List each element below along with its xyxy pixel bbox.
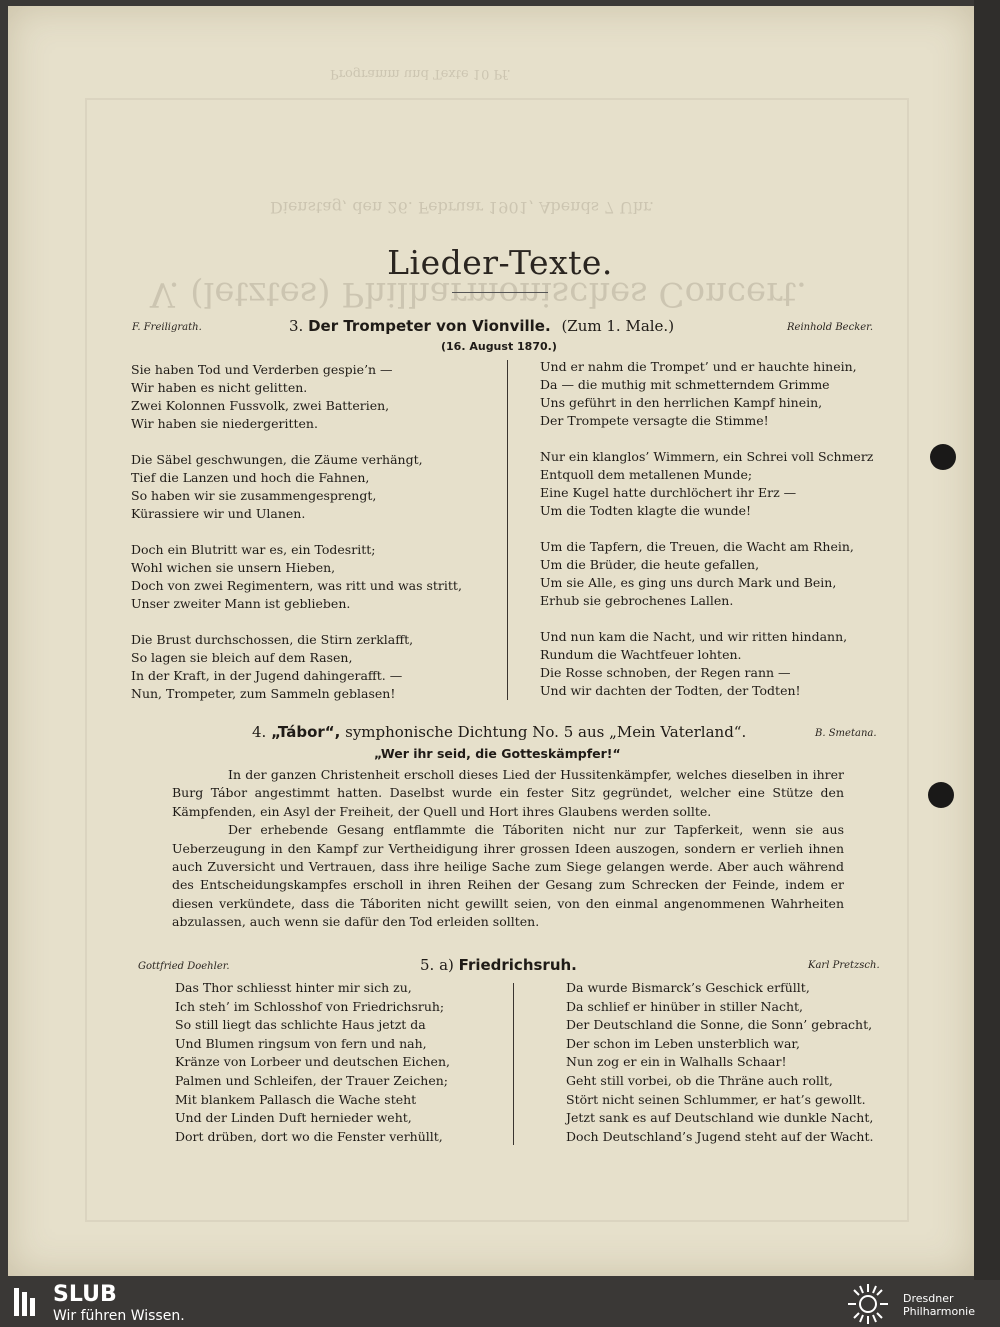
verse-line: Nun zog er ein in Walhalls Schaar! (566, 1054, 787, 1070)
song5-right-column (566, 979, 873, 1146)
verse-line: Uns geführt in den herrlichen Kampf hinein, (540, 395, 823, 410)
verse-line: Nur ein klanglos’ Wimmern, ein Schrei voll Schmerz (540, 449, 874, 464)
song5-heading (420, 956, 577, 974)
stanza (540, 628, 873, 700)
punch-hole (930, 444, 956, 470)
verse-line: Ich steh’ im Schlosshof von Friedrichsruh; (175, 998, 445, 1014)
song5-title: Friedrichsruh. (458, 956, 577, 974)
philharmonie-line1: Dresdner (903, 1292, 954, 1305)
song3-heading (289, 317, 674, 335)
song3-number: 3. (289, 317, 304, 335)
composer-name: B. Smetana. (815, 728, 877, 739)
verse-line: Die Rosse schnoben, der Regen rann — (540, 665, 791, 680)
verse-line: Dort drüben, dort wo die Fenster verhüllt, (175, 1128, 443, 1144)
verse-line: So still liegt das schlichte Haus jetzt da (175, 1017, 426, 1033)
verse-line: Das Thor schliesst hinter mir sich zu, (175, 980, 412, 995)
slub-tagline: Wir führen Wissen. (53, 1308, 185, 1324)
stanza (131, 631, 462, 703)
verse-line: Da — die muthig mit schmetterndem Grimme (540, 377, 830, 392)
piece4-description: symphonische Dichtung No. 5 aus „Mein Vaterland“. (345, 723, 747, 741)
paragraph: Der erhebende Gesang entflammte die Táboriten nicht nur zur Tapferkeit, wenn sie aus Ueberzeugung in den Kampf zur Vertheidigung ihrer grossen Ideen auszogen, sondern er verlieh ihnen auch Zuversicht und Vertrauen, dass ihre heilige Sache zum Siege gelangen werde. Aber auch während des Entscheidungskampfes erscholl in ihren Reihen der Gesang zum Schrecken der Feinde, indem er diesen verkündete, dass die Táboriten nicht gewillt seien, von den einmal angenommenen Wahrheiten abzulassen, auch wenn sie dafür den Tod erleiden sollten. (172, 822, 844, 930)
page-title: Lieder-Texte. (387, 243, 613, 282)
song3-note: (Zum 1. Male.) (561, 317, 675, 335)
poet-name: Gottfried Doehler. (138, 961, 230, 972)
verse-line: Erhub sie gebrochenes Lallen. (540, 593, 734, 608)
verse-line: Doch von zwei Regimentern, was ritt und was stritt, (131, 578, 462, 593)
verse-line: Doch Deutschland’s Jugend steht auf der Wacht. (566, 1128, 874, 1144)
verse-line: Um die Brüder, die heute gefallen, (540, 557, 760, 572)
bleed-through-date: Dienstag, den 26. Februar 1901, Abends 7 Uhr. (270, 198, 655, 217)
piece4-heading (252, 723, 746, 741)
verse-line: Mit blankem Pallasch die Wache steht (175, 1091, 417, 1107)
verse-line: Entquoll dem metallenen Munde; (540, 467, 753, 482)
verse-line: Und wir dachten der Todten, der Todten! (540, 683, 801, 698)
column-divider (513, 983, 514, 1145)
stanza (131, 541, 462, 613)
song5-number: 5. a) (420, 956, 454, 974)
column-divider (507, 360, 508, 700)
philharmonie-line2: Philharmonie (903, 1305, 975, 1318)
verse-line: Kränze von Lorbeer und deutschen Eichen, (175, 1054, 450, 1070)
stanza (540, 538, 873, 610)
verse-line: Da wurde Bismarck’s Geschick erfüllt, (566, 980, 810, 995)
piece4-text (172, 766, 844, 932)
song3-right-column (540, 358, 873, 718)
bleed-through-top: Programm und Texte 10 Pf. (330, 66, 511, 81)
punch-hole (928, 782, 954, 808)
verse-line: Tief die Lanzen und hoch die Fahnen, (131, 470, 370, 485)
title-rule (452, 292, 548, 293)
verse-line: Der Trompete versagte die Stimme! (540, 413, 769, 428)
verse-line: Der schon im Leben unsterblich war, (566, 1035, 800, 1051)
verse-line: Stört nicht seinen Schlummer, er hat’s gewollt. (566, 1091, 866, 1107)
poet-name: F. Freiligrath. (132, 322, 202, 333)
verse-line: Unser zweiter Mann ist geblieben. (131, 596, 351, 611)
verse-line: Um sie Alle, es ging uns durch Mark und Bein, (540, 575, 837, 590)
verse-line: Um die Tapfern, die Treuen, die Wacht am Rhein, (540, 539, 854, 554)
stanza (131, 361, 462, 433)
page-edge-shadow (974, 0, 1000, 1280)
verse-line: So lagen sie bleich auf dem Rasen, (131, 650, 353, 665)
verse-line: Doch ein Blutritt war es, ein Todesritt; (131, 542, 376, 557)
verse-line: Die Brust durchschossen, die Stirn zerklafft, (131, 632, 414, 647)
paragraph: In der ganzen Christenheit erscholl dieses Lied der Hussitenkämpfer, welches dieselben in ihrer Burg Tábor angestimmt hatten. Daselbst wurde ein fester Sitz gegründet, welcher eine Stütze den Kämpfenden, ein Asyl der Freiheit, der Quell und Hort ihres Glaubens werden sollte. (172, 767, 844, 819)
piece4-motto: „Wer ihr seid, die Gotteskämpfer!“ (374, 746, 621, 761)
philharmonie-name[interactable] (903, 1292, 998, 1318)
piece4-number: 4. (252, 723, 267, 741)
verse-line: In der Kraft, in der Jugend dahingerafft. — (131, 668, 403, 683)
stanza (131, 451, 462, 523)
verse-line: Geht still vorbei, ob die Thräne auch rollt, (566, 1072, 833, 1088)
verse-line: Die Säbel geschwungen, die Zäume verhängt, (131, 452, 423, 467)
composer-name: Reinhold Becker. (787, 322, 874, 333)
verse-line: Und er nahm die Trompet’ und er hauchte hinein, (540, 359, 857, 374)
verse-line: Der Deutschland die Sonne, die Sonn’ gebracht, (566, 1017, 873, 1033)
song3-left-column (131, 361, 462, 721)
verse-line: Zwei Kolonnen Fussvolk, zwei Batterien, (131, 398, 390, 413)
verse-line: Jetzt sank es auf Deutschland wie dunkle Nacht, (566, 1110, 874, 1126)
stanza (540, 448, 873, 520)
verse-line: Sie haben Tod und Verderben gespie’n — (131, 362, 393, 377)
verse-line: So haben wir sie zusammengesprengt, (131, 488, 377, 503)
piece4-title: „Tábor“, (271, 723, 341, 741)
verse-line: Wir haben es nicht gelitten. (131, 380, 308, 395)
verse-line: Rundum die Wachtfeuer lohten. (540, 647, 742, 662)
verse-line: Palmen und Schleifen, der Trauer Zeichen; (175, 1072, 448, 1088)
verse-line: Kürassiere wir und Ulanen. (131, 506, 306, 521)
slub-name[interactable]: SLUB (53, 1282, 117, 1307)
verse-line: Wir haben sie niedergeritten. (131, 416, 318, 431)
verse-line: Da schlief er hinüber in stiller Nacht, (566, 998, 803, 1014)
verse-line: Wohl wichen sie unsern Hieben, (131, 560, 336, 575)
verse-line: Und der Linden Duft hernieder weht, (175, 1110, 412, 1126)
verse-line: Und nun kam die Nacht, und wir ritten hindann, (540, 629, 848, 644)
verse-line: Um die Todten klagte die wunde! (540, 503, 752, 518)
philharmonie-logo-icon[interactable] (842, 1282, 894, 1326)
bleed-through-concert: V. (letztes) Philharmonisches Concert. (150, 274, 807, 314)
verse-line: Eine Kugel hatte durchlöchert ihr Erz — (540, 485, 797, 500)
song3-date: (16. August 1870.) (441, 340, 557, 353)
verse-line: Und Blumen ringsum von fern und nah, (175, 1035, 427, 1051)
composer-name: Karl Pretzsch. (808, 960, 880, 971)
slub-logo-icon[interactable] (14, 1288, 38, 1316)
song3-title: Der Trompeter von Vionville. (308, 317, 551, 335)
verse-line: Nun, Trompeter, zum Sammeln geblasen! (131, 686, 396, 701)
song5-left-column (175, 979, 450, 1146)
stanza (540, 358, 873, 430)
